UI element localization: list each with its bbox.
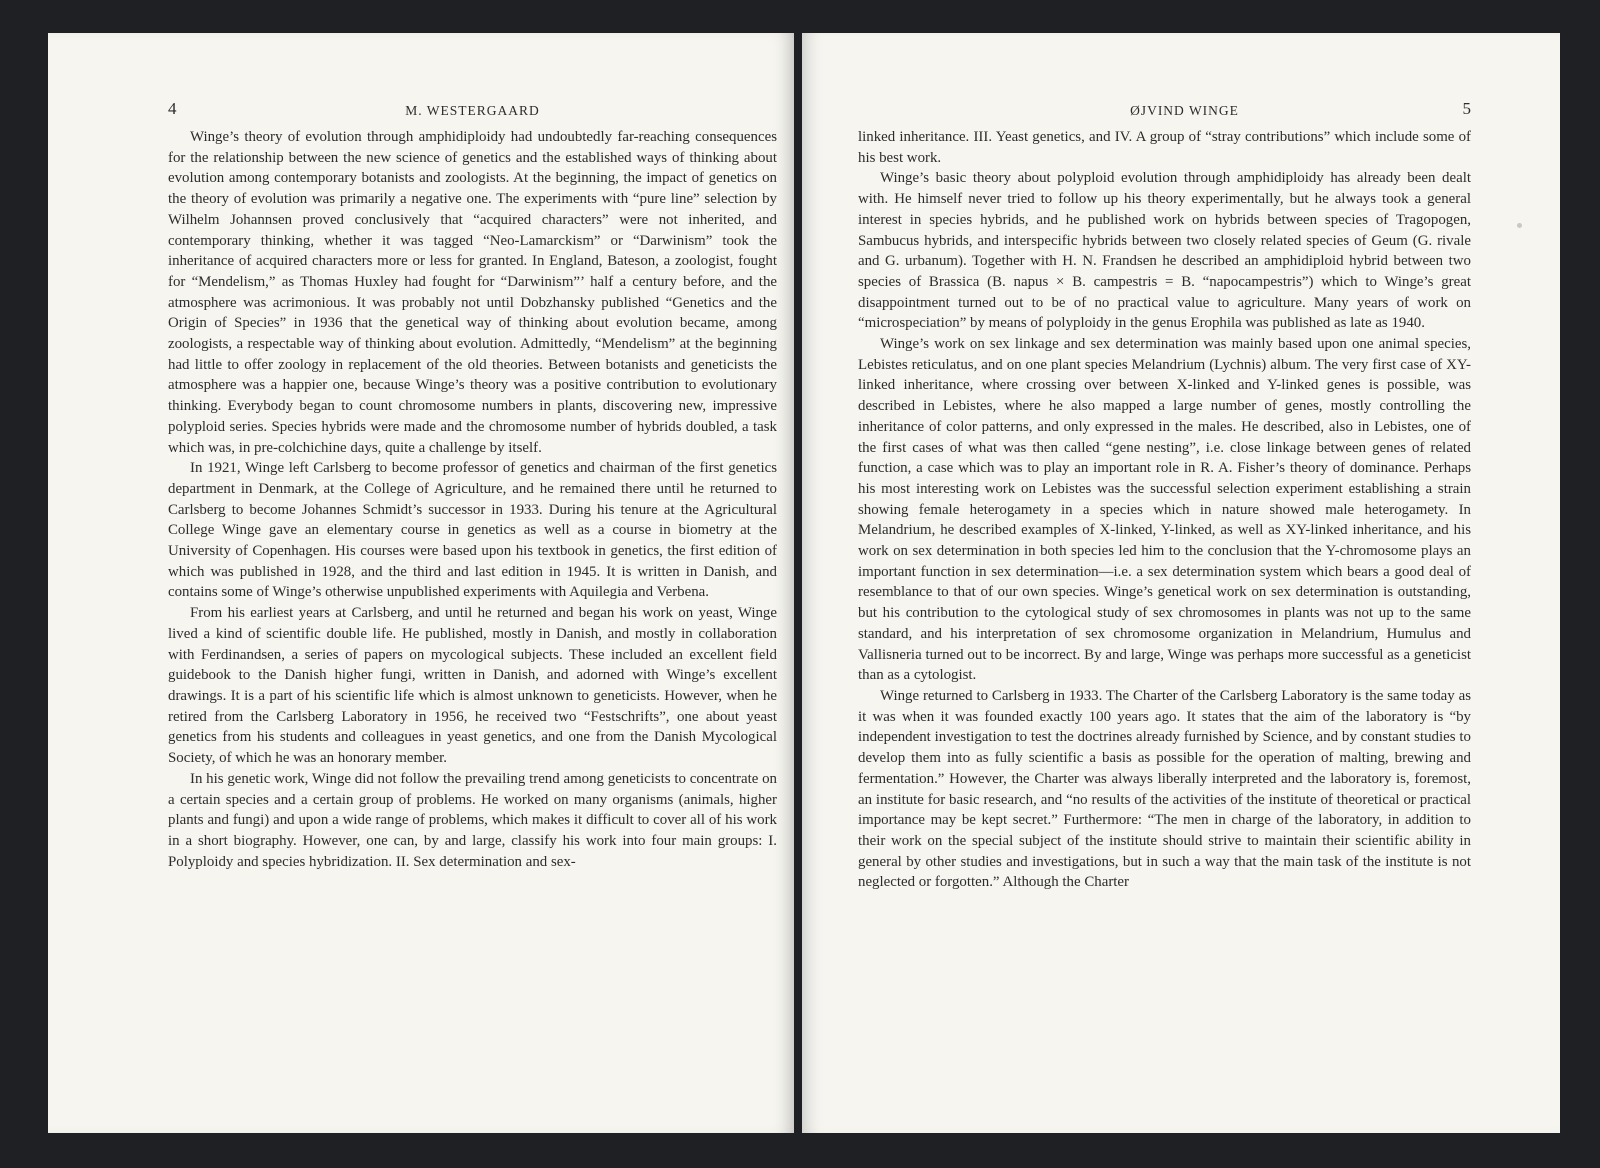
right-page-header [858, 99, 1471, 123]
left-page [48, 33, 794, 1133]
left-page-body [168, 127, 777, 872]
paragraph: In 1921, Winge left Carlsberg to become professor of genetics and chairman of the first genetics department in Denmark, at the College of Agriculture, and he remained there until he returned to Carlsberg to become Johannes Schmidt’s successor in 1933. During his tenure at the Agricultural College Winge gave an elementary course in genetics as well as a course in biometry at the University of Copenhagen. His courses were based upon his textbook in genetics, the first edition of which was published in 1928, and the third and last edition in 1945. It is written in Danish, and contains some of Winge’s otherwise unpublished experiments with Aquilegia and Verbena. [168, 460, 777, 601]
right-page-body [858, 127, 1471, 893]
page-number: 5 [1462, 99, 1471, 118]
paragraph: From his earliest years at Carlsberg, and until he returned and began his work on yeast, Winge lived a kind of scientific double life. He published, mostly in Danish, and mostly in collaboration with Ferdinandsen, a series of papers on mycological subjects. These included an excellent field guidebook to the Danish higher fungi, written in Danish, and adorned with Winge’s excellent drawings. It is a part of his scientific life which is almost unknown to geneticists. However, when he retired from the Carlsberg Laboratory in 1956, he received two “Festschrifts”, one about yeast genetics from his students and colleagues in yeast genetics, and one from the Danish Mycological Society, of which he was an honorary member. [168, 605, 777, 767]
running-head: M. WESTERGAARD [405, 103, 540, 118]
paragraph: Winge’s work on sex linkage and sex determination was mainly based upon one animal species, Lebistes reticulatus, and on one plant species Melandrium (Lychnis) album. The very first case of XY-linked inheritance, where crossing over between X-linked and Y-linked genes is possible, was described in Lebistes, where he also mapped a large number of genes, mostly controlling the inheritance of color patterns, and only expressed in the males. He described, also in Lebistes, one of the first cases of what was then called “gene nesting”, i.e. close linkage between genes of related function, a case which was to play an important role in R. A. Fisher’s theory of dominance. Perhaps his most interesting work on Lebistes was the successful selection experiment establishing a strain showing female heterogamety in a species which in nature showed male heterogamety. In Melandrium, he described examples of X-linked, Y-linked, as well as XY-linked inheritance, and his work on sex determination in both species led him to the conclusion that the Y-chromosome plays an important function in sex determination—i.e. a sex determination system which bears a good deal of resemblance to that of our own species. Winge’s genetical work on sex determination is outstanding, but his contribution to the cytological study of sex chromosomes in plants was not up to the same standard, and his interpretation of sex chromosome organization in Melandrium, Humulus and Vallisneria turned out to be incorrect. By and large, Winge was perhaps more successful as a geneticist than as a cytologist. [858, 336, 1471, 684]
page-number: 4 [168, 99, 177, 118]
running-head: ØJVIND WINGE [1130, 103, 1239, 118]
paragraph: Winge’s theory of evolution through amphidiploidy had undoubtedly far-reaching consequences for the relationship between the new science of genetics and the established ways of thinking about evolution among contemporary botanists and zoologists. At the beginning, the impact of genetics on the theory of evolution was primarily a negative one. The experiments with “pure line” selection by Wilhelm Johannsen proved conclusively that “acquired characters” were not inherited, and contemporary thinking, whether it was tagged “Neo-Lamarckism” or “Darwinism” took the inheritance of acquired characters more or less for granted. In England, Bateson, a zoologist, fought for “Mendelism,” as Thomas Huxley had fought for “Darwinism”’ half a century before, and the atmosphere was acrimonious. It was probably not until Dobzhansky published “Genetics and the Origin of Species” in 1936 that the genetical way of thinking about evolution became, among zoologists, a respectable way of thinking about evolution. Admittedly, “Mendelism” at the beginning had little to offer zoology in replacement of the old theories. Between botanists and geneticists the atmosphere was a happier one, because Winge’s theory was a positive contribution to evolutionary thinking. Everybody began to count chromosome numbers in plants, discovering new, impressive polyploid series. Species hybrids were made and the chromosome number of hybrids doubled, a task which was, in pre-colchichine days, quite a challenge by itself. [168, 129, 777, 456]
paper-speck [1517, 223, 1522, 228]
paragraph: Winge returned to Carlsberg in 1933. The Charter of the Carlsberg Laboratory is the same today as it was when it was founded exactly 100 years ago. It states that the aim of the laboratory is “by independent investigation to test the doctrines already furnished by Science, and by constant studies to develop them into as fully scientific a basis as possible for the operation of malting, brewing and fermentation.” However, the Charter was always liberally interpreted and the laboratory is, foremost, an institute for basic research, and “no results of the activities of the institute of theoretical or practical importance may be kept secret.” Furthermore: “The men in charge of the laboratory, in addition to their work on the special subject of the institute should strive to maintain their scientific ability in general by other studies and investigations, but in such a way that the main task of the institute is not neglected or forgotten.” Although the Charter [858, 687, 1471, 891]
paragraph: In his genetic work, Winge did not follow the prevailing trend among geneticists to concentrate on a certain species and a certain group of problems. He worked on many organisms (animals, higher plants and fungi) and upon a wide range of problems, which makes it difficult to cover all of his work in a short biography. However, one can, by and large, classify his work into four main groups: I. Polyploidy and species hybridization. II. Sex determination and sex- [168, 770, 777, 870]
right-page [802, 33, 1560, 1133]
paragraph: Winge’s basic theory about polyploid evolution through amphidiploidy has already been dealt with. He himself never tried to follow up his theory experimentally, but he always took a general interest in species hybrids, and he published work on hybrids between species of Tragopogen, Sambucus hybrids, and interspecific hybrids between two closely related species of Geum (G. rivale and G. urbanum). Together with H. N. Frandsen he described an amphidiploid hybrid between two species of Brassica (B. napus × B. campestris = B. “napocampestris”) which to Winge’s great disappointment turned out to be of no practical value to agriculture. Many years of work on “microspeciation” by means of polyploidy in the genus Erophila was published as late as 1940. [858, 170, 1471, 332]
paragraph: linked inheritance. III. Yeast genetics, and IV. A group of “stray contributions” which include some of his best work. [858, 129, 1471, 166]
left-page-header [168, 99, 777, 123]
